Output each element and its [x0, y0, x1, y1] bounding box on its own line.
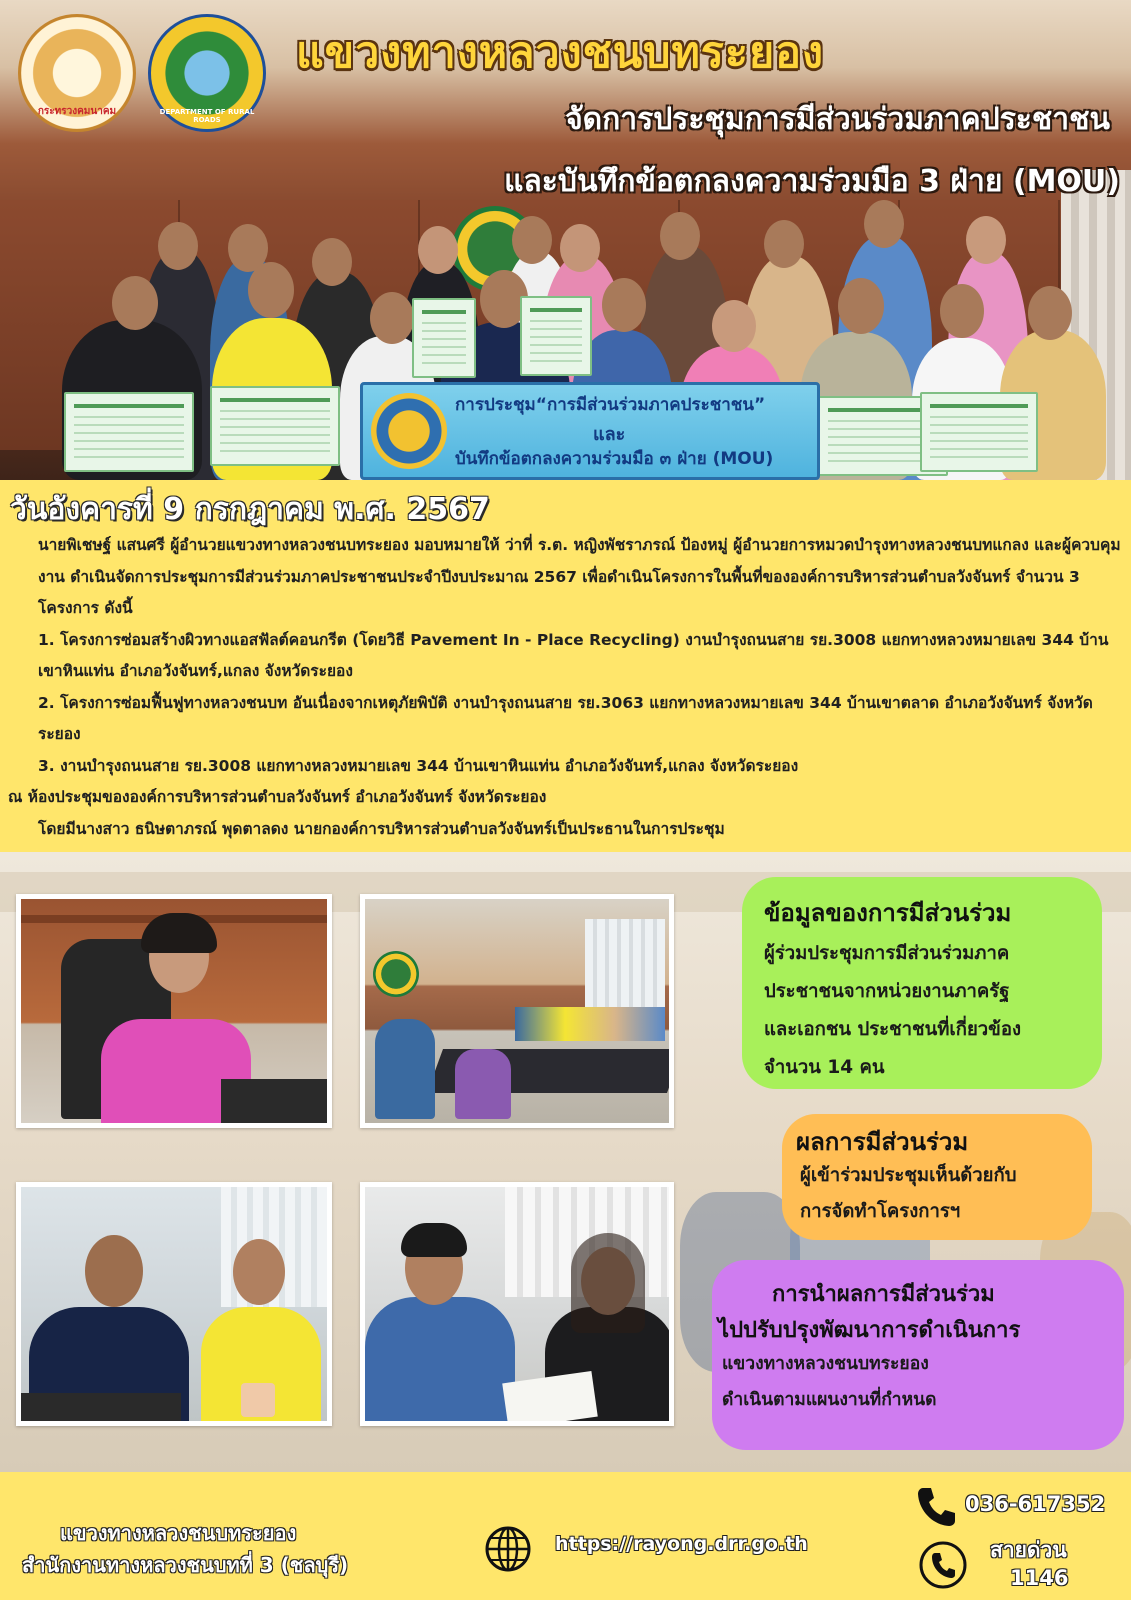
- person-head: [248, 262, 294, 318]
- page-footer: [0, 1472, 1131, 1600]
- meeting-photo-chairperson: [16, 894, 332, 1128]
- phone-icon: [913, 1484, 959, 1530]
- person-head: [660, 212, 700, 260]
- article-body: [8, 530, 1124, 845]
- phone-number[interactable]: 036-617352: [965, 1492, 1106, 1516]
- hotline-phone-icon: [918, 1540, 968, 1590]
- drr-logo-caption: DEPARTMENT OF RURAL ROADS: [159, 108, 255, 124]
- result-application-line: แขวงทางหลวงชนบทระยอง: [722, 1354, 929, 1374]
- mou-document: [210, 386, 340, 466]
- meeting-photo-officials: [16, 1182, 332, 1426]
- participation-result-text: [800, 1158, 1016, 1230]
- person-head: [838, 278, 884, 334]
- article-section: [0, 480, 1131, 852]
- person-head: [560, 224, 600, 272]
- participation-info-line: ประชาชนจากหน่วยงานภาครัฐ: [764, 981, 1010, 1002]
- hotline-number[interactable]: 1146: [1010, 1566, 1069, 1590]
- mou-document: [520, 296, 592, 376]
- article-intro: นายพิเชษฐ์ แสนศรี ผู้อำนวยแขวงทางหลวงชนบทระยอง มอบหมายให้ ว่าที่ ร.ต. หญิงพัชราภรณ์ ป้องหมู่ ผู้อำนวยการหมวดบำรุงทางหลวงชนบทแกลง และผู้ควบคุมงาน ดำเนินจัดการประชุมการมีส่วนร่วมภาคประชาชนประจำปีงบประมาณ 2567 เพื่อดำเนินโครงการในพื้นที่ขององค์การบริหารส่วนตำบลวังจันทร์ จำนวน 3 โครงการ ดังนี้: [38, 536, 1121, 617]
- person-head: [602, 278, 646, 332]
- result-application-line: ดำเนินตามแผนงานที่กำหนด: [722, 1390, 937, 1410]
- person-head: [112, 276, 158, 330]
- person-head: [158, 222, 198, 270]
- event-date: วันอังคารที่ 9 กรกฎาคม พ.ศ. 2567: [10, 492, 490, 527]
- participation-info-line: ผู้ร่วมประชุมการมีส่วนร่วมภาค: [764, 943, 1010, 964]
- participation-result-line: ผู้เข้าร่วมประชุมเห็นด้วยกับ: [800, 1165, 1017, 1186]
- website-link[interactable]: https://rayong.drr.go.th: [555, 1533, 808, 1555]
- participation-result-heading: ผลการมีส่วนร่วม: [796, 1128, 969, 1156]
- meeting-photo-staff: [360, 1182, 674, 1426]
- person-head: [418, 226, 458, 274]
- result-application-heading-2: ไปปรับปรุงพัฒนาการดำเนินการ: [718, 1318, 1021, 1343]
- person-head: [966, 216, 1006, 264]
- meeting-photo-room: [360, 894, 674, 1128]
- ministry-logo-caption: กระทรวงคมนาคม: [37, 106, 117, 117]
- participation-result-card: [782, 1114, 1092, 1240]
- mou-document: [412, 298, 476, 378]
- result-application-text: [722, 1346, 936, 1418]
- project-item-1: 1. โครงการซ่อมสร้างผิวทางแอสฟัลต์คอนกรีต (โดยวิธี Pavement In - Place Recycling) งานบำรุงถนนสาย รย.3008 แยกทางหลวงหมายเลข 344 บ้านเขาหินแท่น อำเภอวังจันทร์,แกลง จังหวัดระยอง: [38, 630, 1109, 680]
- banner-line-2: และ: [593, 424, 626, 445]
- person-head: [864, 200, 904, 248]
- person-head: [1028, 286, 1072, 340]
- meeting-banner: [360, 382, 820, 480]
- drr-emblem-icon: [371, 393, 447, 469]
- participation-info-heading: ข้อมูลของการมีส่วนร่วม: [764, 899, 1012, 927]
- page-title: แขวงทางหลวงชนบทระยอง: [296, 28, 825, 78]
- meeting-chair: โดยมีนางสาว ธนิษตาภรณ์ พุดตาลดง นายกองค์การบริหารส่วนตำบลวังจันทร์เป็นประธานในการประชุม: [38, 819, 725, 838]
- meeting-venue: ณ ห้องประชุมขององค์การบริหารส่วนตำบลวังจันทร์ อำเภอวังจันทร์ จังหวัดระยอง: [8, 788, 547, 806]
- person-head: [512, 216, 552, 264]
- mou-document: [920, 392, 1038, 472]
- participation-info-card: [742, 877, 1102, 1089]
- page-subtitle-1: จัดการประชุมการมีส่วนร่วมภาคประชาชน: [565, 102, 1110, 137]
- hotline-label: สายด่วน: [990, 1538, 1067, 1562]
- project-item-2: 2. โครงการซ่อมฟื้นฟูทางหลวงชนบท อันเนื่องจากเหตุภัยพิบัติ งานบำรุงถนนสาย รย.3063 แยกทางหลวงหมายเลข 344 บ้านเขาตลาด อำเภอวังจันทร์ จังหวัดระยอง: [38, 693, 1093, 743]
- project-item-3: 3. งานบำรุงถนนสาย รย.3008 แยกทางหลวงหมายเลข 344 บ้านเขาหินแท่น อำเภอวังจันทร์,แกลง จังหวัดระยอง: [38, 756, 799, 775]
- participation-result-line: การจัดทำโครงการฯ: [800, 1201, 961, 1222]
- person-head: [764, 220, 804, 268]
- participation-info-count: จำนวน 14 คน: [764, 1057, 885, 1078]
- participation-info-text: [764, 935, 1021, 1087]
- person-head: [940, 284, 984, 338]
- person-head: [312, 238, 352, 286]
- banner-line-1: การประชุม“การมีส่วนร่วมภาคประชาชน”: [455, 395, 766, 415]
- mou-document: [64, 392, 194, 472]
- result-application-heading-1: การนำผลการมีส่วนร่วม: [772, 1282, 995, 1307]
- banner-line-3: บันทึกข้อตกลงความร่วมมือ ๓ ฝ่าย (MOU): [455, 449, 774, 469]
- footer-regional-office: สำนักงานทางหลวงชนบทที่ 3 (ชลบุรี): [22, 1553, 349, 1577]
- page-subtitle-2: และบันทึกข้อตกลงความร่วมมือ 3 ฝ่าย (MOU): [504, 164, 1120, 199]
- result-application-card: [712, 1260, 1124, 1450]
- globe-icon: [483, 1524, 533, 1574]
- photo-collage-section: [0, 852, 1131, 1472]
- participation-info-line: และเอกชน ประชาชนที่เกี่ยวข้อง: [764, 1019, 1021, 1040]
- footer-organization: แขวงทางหลวงชนบทระยอง: [60, 1521, 297, 1545]
- person-head: [370, 292, 414, 344]
- hero-group-photo: [0, 0, 1131, 480]
- person-head: [712, 300, 756, 352]
